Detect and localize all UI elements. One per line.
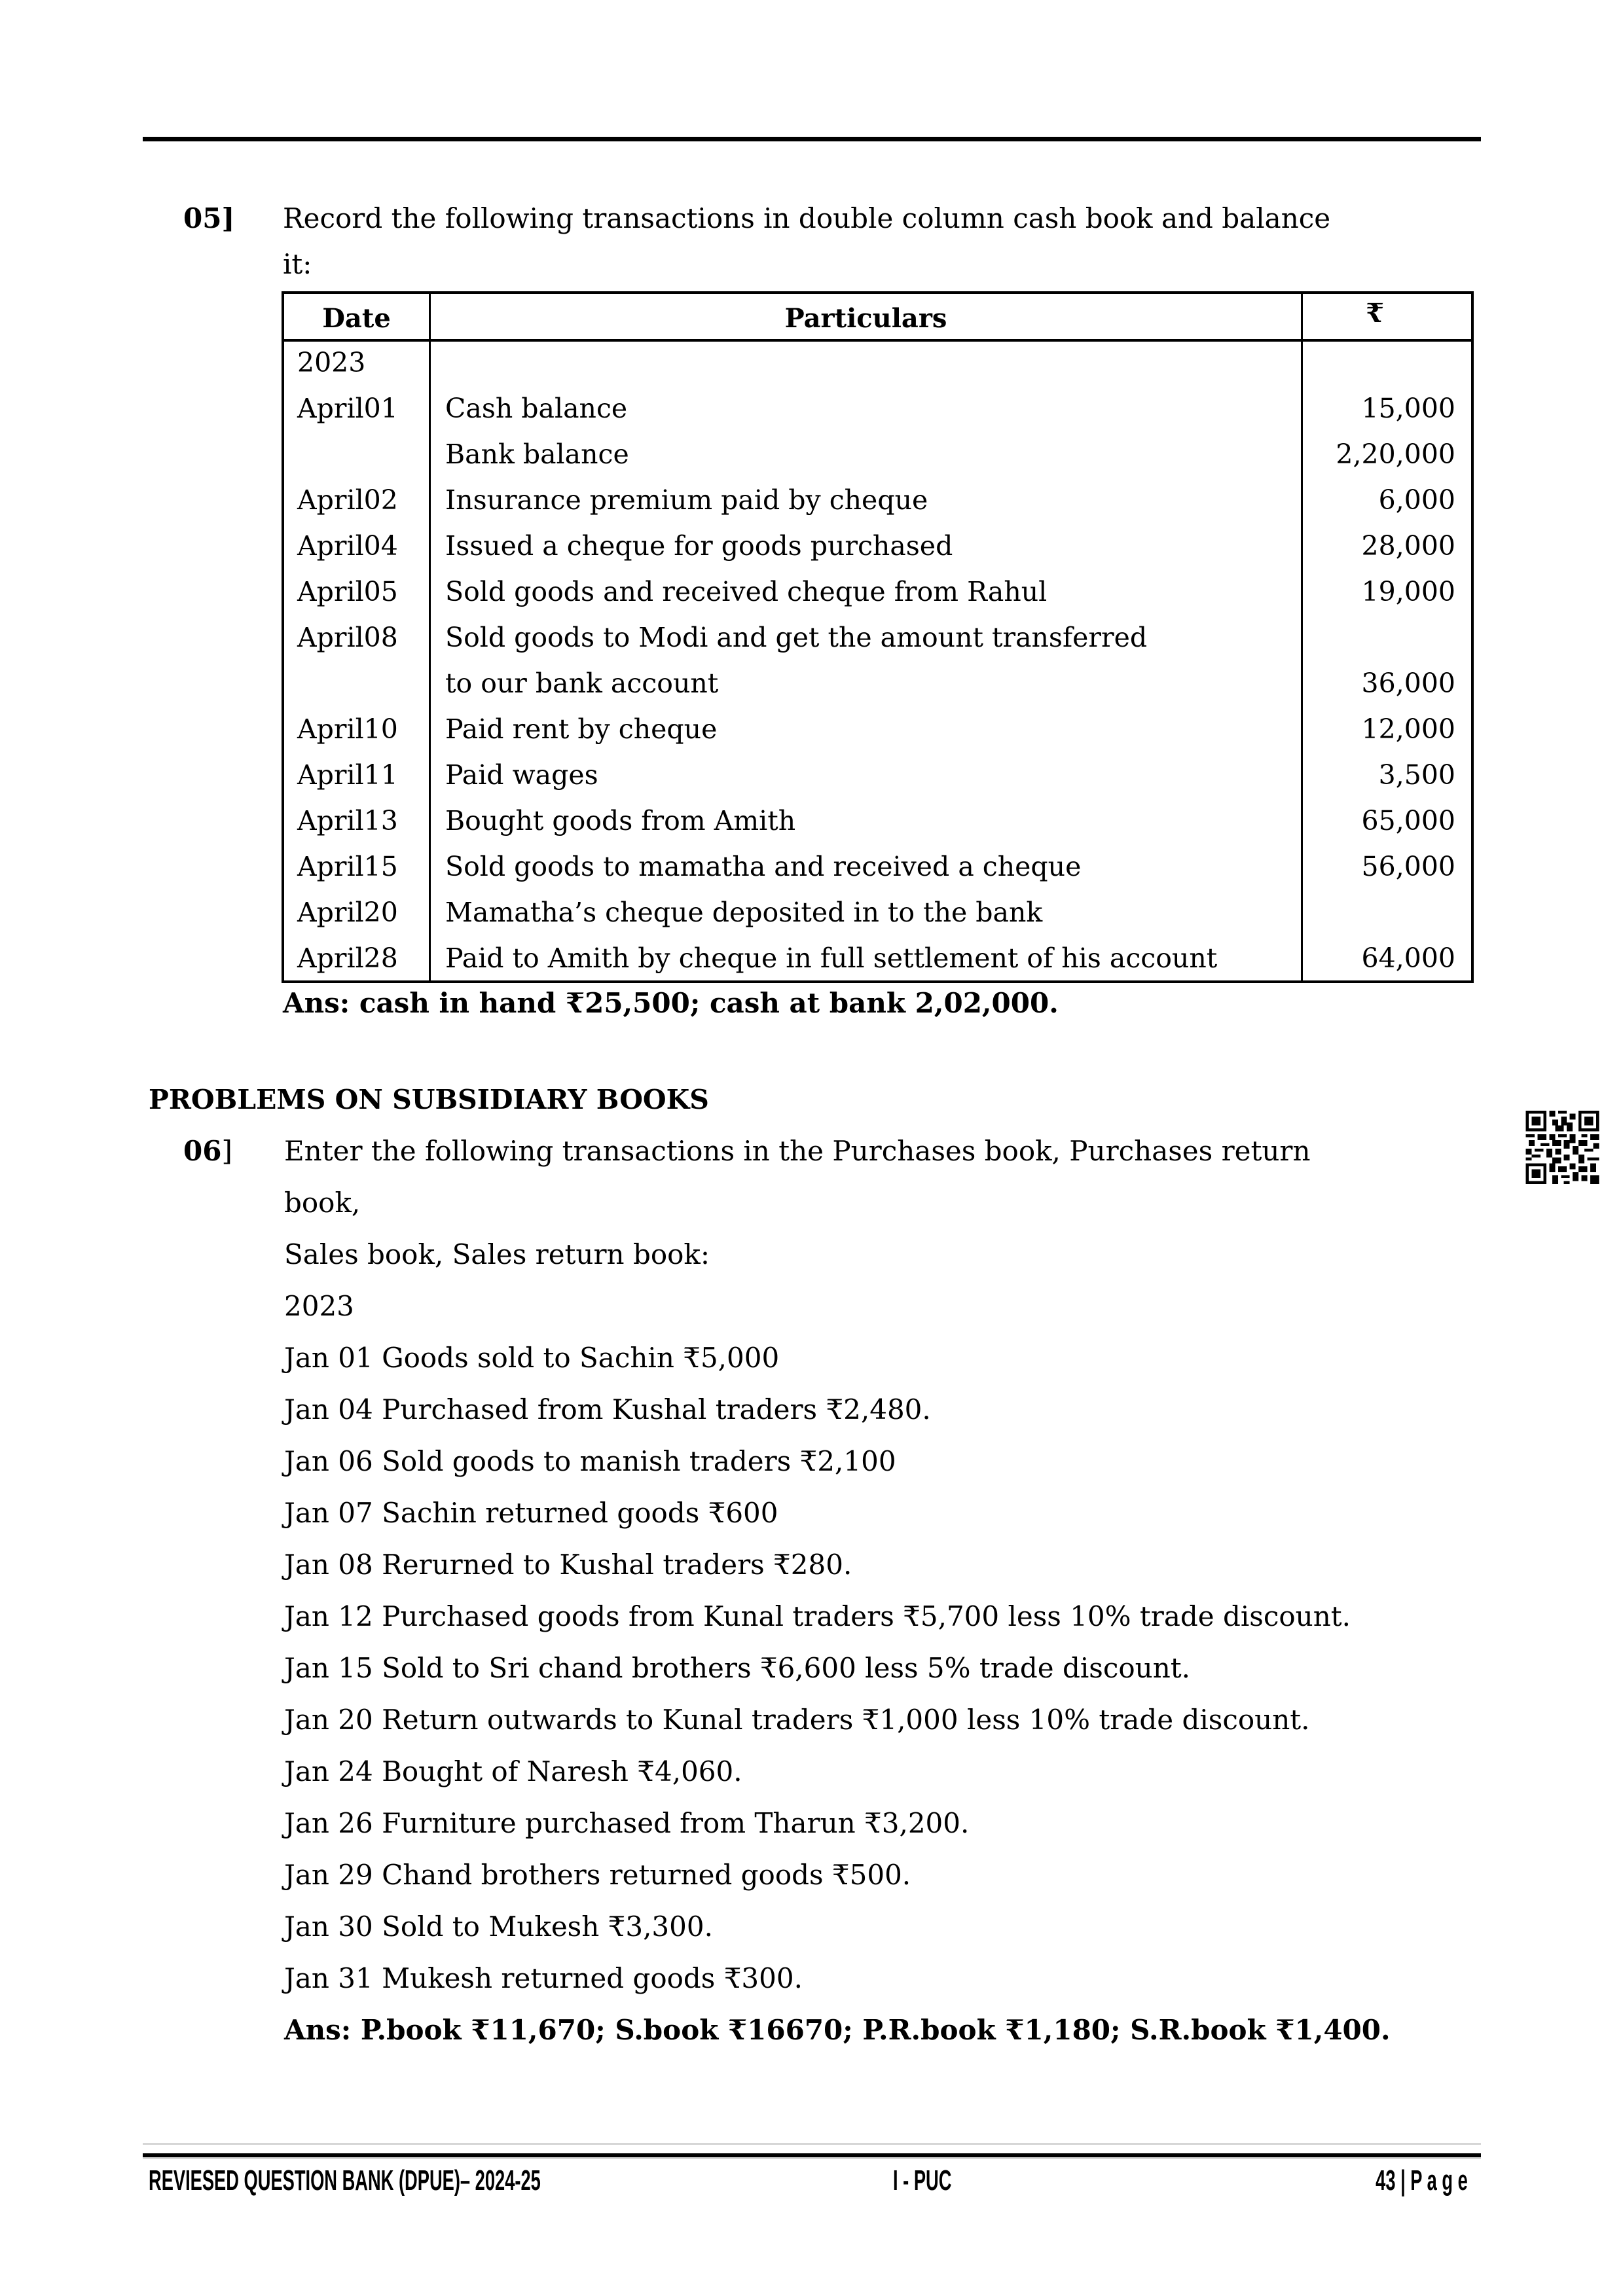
answer-q5: Ans: cash in hand ₹25,500; cash at bank 2,02,000. bbox=[283, 987, 1059, 1019]
header-rule bbox=[143, 137, 1481, 141]
transaction-line: Jan 08 Rerurned to Kushal traders ₹280. bbox=[284, 1549, 852, 1581]
row-particulars: Bank balance bbox=[445, 439, 629, 470]
footer-left: REVIESED QUESTION BANK (DPUE)– 2024-25 bbox=[149, 2164, 541, 2197]
header-divider bbox=[284, 339, 1471, 342]
table-row bbox=[284, 942, 1471, 991]
footer-center: I - PUC bbox=[893, 2164, 952, 2197]
row-particulars: Insurance premium paid by cheque bbox=[445, 484, 928, 516]
row-amount: 64,000 bbox=[1361, 942, 1455, 974]
row-date: April05 bbox=[297, 576, 398, 607]
footer-rule-shadow bbox=[143, 2157, 1481, 2159]
question-text-line2: it: bbox=[283, 248, 312, 280]
table-row bbox=[284, 484, 1471, 533]
transaction-line: Jan 07 Sachin returned goods ₹600 bbox=[284, 1497, 778, 1529]
transaction-line: Jan 31 Mukesh returned goods ₹300. bbox=[284, 1962, 803, 1994]
section-heading: PROBLEMS ON SUBSIDIARY BOOKS bbox=[149, 1084, 709, 1115]
table-row bbox=[284, 713, 1471, 762]
question-number: 05] bbox=[183, 202, 235, 234]
transaction-line: Jan 01 Goods sold to Sachin ₹5,000 bbox=[284, 1342, 780, 1374]
footer-page-number: 43 | P a g e bbox=[1376, 2164, 1468, 2197]
row-date: April02 bbox=[297, 484, 398, 516]
row-amount: 36,000 bbox=[1361, 668, 1455, 699]
row-amount: 15,000 bbox=[1361, 393, 1455, 424]
question-number-bracket: ] bbox=[221, 1135, 232, 1167]
row-particulars: Sold goods to mamatha and received a cheque bbox=[445, 851, 1082, 882]
question-number-6 bbox=[183, 1135, 232, 1167]
transaction-line: Jan 30 Sold to Mukesh ₹3,300. bbox=[284, 1910, 713, 1943]
header-date: Date bbox=[322, 303, 391, 334]
table-row bbox=[284, 805, 1471, 853]
row-date: April13 bbox=[297, 805, 398, 836]
question-number-bold: 06 bbox=[183, 1135, 222, 1167]
row-particulars: Cash balance bbox=[445, 393, 628, 424]
row-date: April01 bbox=[297, 393, 398, 424]
row-date: April15 bbox=[297, 851, 398, 882]
table-row bbox=[284, 670, 1471, 716]
row-date: April11 bbox=[297, 759, 398, 791]
table-row bbox=[284, 759, 1471, 808]
row-date: April20 bbox=[297, 897, 398, 928]
row-amount: 3,500 bbox=[1378, 759, 1455, 791]
row-date: April08 bbox=[297, 622, 398, 653]
row-amount: 2,20,000 bbox=[1336, 439, 1455, 470]
table-row bbox=[284, 624, 1471, 670]
table-row bbox=[284, 395, 1471, 441]
row-particulars: Mamatha’s cheque deposited in to the bank bbox=[445, 897, 1043, 928]
row-date: April28 bbox=[297, 942, 398, 974]
table-row bbox=[284, 441, 1471, 487]
row-particulars: Paid wages bbox=[445, 759, 598, 791]
table-row bbox=[284, 347, 1471, 395]
question-text-line1: Record the following transactions in double column cash book and balance bbox=[283, 202, 1331, 234]
transaction-line: Jan 24 Bought of Naresh ₹4,060. bbox=[284, 1755, 742, 1787]
row-particulars: Sold goods to Modi and get the amount transferred bbox=[445, 622, 1148, 653]
row-amount: 6,000 bbox=[1378, 484, 1455, 516]
row-date: April04 bbox=[297, 530, 398, 562]
table-row bbox=[284, 530, 1471, 579]
row-amount: 65,000 bbox=[1361, 805, 1455, 836]
table-row bbox=[284, 576, 1471, 624]
year-label: 2023 bbox=[284, 1290, 354, 1322]
row-particulars: Bought goods from Amith bbox=[445, 805, 796, 836]
row-amount: 19,000 bbox=[1361, 576, 1455, 607]
row-date: 2023 bbox=[297, 347, 366, 378]
footer-rule-light bbox=[143, 2143, 1481, 2145]
table-row bbox=[284, 899, 1471, 945]
header-rupee-icon: ₹ bbox=[1366, 298, 1384, 329]
row-particulars: Paid rent by cheque bbox=[445, 713, 718, 745]
answer-q6: Ans: P.book ₹11,670; S.book ₹16670; P.R.book ₹1,180; S.R.book ₹1,400. bbox=[284, 2014, 1391, 2046]
transaction-line: Jan 29 Chand brothers returned goods ₹500. bbox=[284, 1859, 911, 1891]
row-particulars: to our bank account bbox=[445, 668, 719, 699]
question-text-line1: Enter the following transactions in the Purchases book, Purchases return bbox=[284, 1135, 1311, 1167]
header-particulars: Particulars bbox=[784, 303, 947, 334]
row-particulars: Issued a cheque for goods purchased bbox=[445, 530, 953, 562]
transaction-line: Jan 26 Furniture purchased from Tharun ₹3,200. bbox=[284, 1807, 970, 1839]
question-text-line3: Sales book, Sales return book: bbox=[284, 1238, 710, 1270]
row-date: April10 bbox=[297, 713, 398, 745]
question-text-line2: book, bbox=[284, 1187, 361, 1219]
row-particulars: Sold goods and received cheque from Rahul bbox=[445, 576, 1048, 607]
transactions-table bbox=[282, 291, 1474, 983]
table-row bbox=[284, 853, 1471, 899]
transaction-line: Jan 04 Purchased from Kushal traders ₹2,480. bbox=[284, 1393, 931, 1426]
row-amount: 12,000 bbox=[1361, 713, 1455, 745]
qr-code-icon bbox=[1524, 1111, 1601, 1184]
row-particulars: Paid to Amith by cheque in full settlement of his account bbox=[445, 942, 1218, 974]
row-amount: 28,000 bbox=[1361, 530, 1455, 562]
transaction-line: Jan 15 Sold to Sri chand brothers ₹6,600 less 5% trade discount. bbox=[284, 1652, 1190, 1684]
transaction-line: Jan 06 Sold goods to manish traders ₹2,100 bbox=[284, 1445, 896, 1477]
transaction-line: Jan 12 Purchased goods from Kunal traders ₹5,700 less 10% trade discount. bbox=[284, 1600, 1351, 1632]
row-amount: 56,000 bbox=[1361, 851, 1455, 882]
transaction-line: Jan 20 Return outwards to Kunal traders ₹1,000 less 10% trade discount. bbox=[284, 1704, 1310, 1736]
